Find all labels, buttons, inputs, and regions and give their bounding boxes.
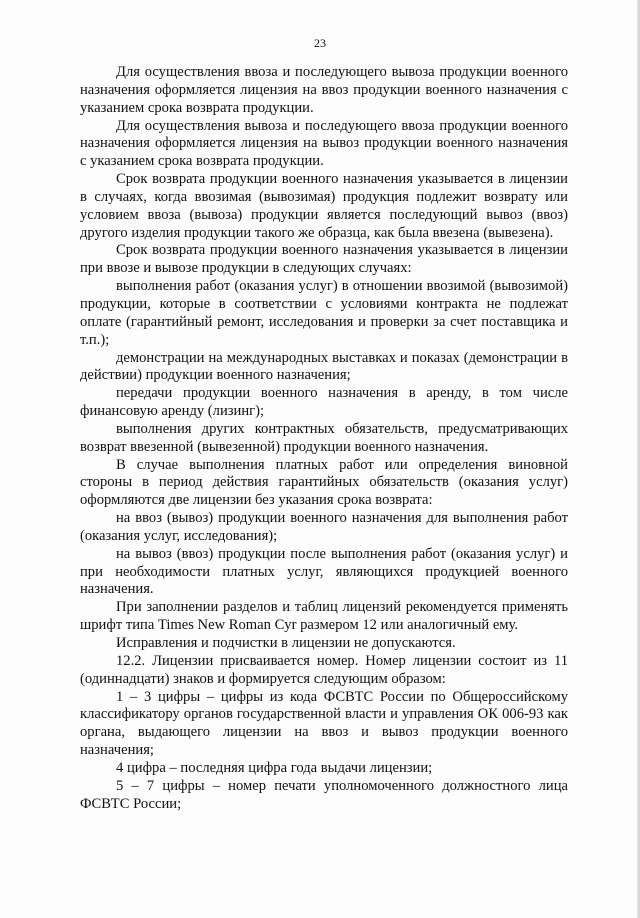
paragraph-return-term-cases: Срок возврата продукции военного назначения указывается в лицензии в случаях, когда ввозимая (вывозимая) продукция подлежит возврату или условием ввоза (вывоза) продукции является последующий вывоз (ввоз) другого изделия продукции такого же образца, как была ввезена (вывезена). [80, 171, 568, 241]
list-item-import-for-works: на ввоз (вывоз) продукции военного назначения для выполнения работ (оказания услуг, исследования); [80, 510, 568, 544]
list-item-digit-4: 4 цифра – последняя цифра года выдачи лицензии; [116, 759, 433, 776]
paragraph-import-license: Для осуществления ввоза и последующего вывоза продукции военного назначения оформляется лицензия на ввоз продукции военного назначения с указанием срока возврата продукции. [80, 64, 568, 116]
page-number: 23 [314, 36, 326, 50]
paragraph-export-license: Для осуществления вывоза и последующего ввоза продукции военного назначения оформляется лицензия на вывоз продукции военного назначения с указанием срока возврата продукции. [80, 117, 568, 170]
list-item-lease: передачи продукции военного назначения в аренду, в том числе финансовую аренду (лизинг); [80, 385, 568, 420]
list-item-export-after-works: на вывоз (ввоз) продукции после выполнения работ (оказания услуг) и при необходимости платных услуг, являющихся продукцией военного назначения. [80, 545, 568, 598]
list-item-other-obligations: выполнения других контрактных обязательств, предусматривающих возврат ввезенной (вывезенной) продукции военного назначения. [80, 420, 568, 455]
paragraph-no-corrections: Исправления и подчистки в лицензии не допускаются. [116, 635, 456, 651]
list-item-demonstration: демонстрации на международных выставках и показах (демонстрации в действии) продукции военного назначения; [80, 349, 568, 384]
body-text [80, 64, 568, 813]
paragraph-font-recommendation: При заполнении разделов и таблиц лицензий рекомендуется применять шрифт типа Times New Roman Cyr размером 12 или аналогичный ему. [80, 599, 568, 634]
paragraph-license-number: 12.2. Лицензии присваивается номер. Номер лицензии состоит из 11 (одиннадцати) знаков и формируется следующим образом: [80, 652, 568, 687]
list-item-digits-5-7: 5 – 7 цифры – номер печати уполномоченного должностного лица ФСВТС России; [80, 777, 568, 812]
paragraph-return-term-intro: Срок возврата продукции военного назначения указывается в лицензии при ввозе и вывозе продукции в следующих случаях: [80, 242, 568, 277]
paragraph-paid-works: В случае выполнения платных работ или определения виновной стороны в период действия гарантийных обязательств (оказания услуг) оформляются две лицензии без указания срока возврата: [80, 456, 568, 509]
list-item-digits-1-3: 1 – 3 цифры – цифры из кода ФСВТС России по Общероссийскому классификатору органов государственной власти и управления ОК 006-93 как органа, выдающего лицензии на ввоз и вывоз продукции военного назначения; [80, 688, 568, 759]
list-item-works: выполнения работ (оказания услуг) в отношении ввозимой (вывозимой) продукции, которые в соответствии с условиями контракта не подлежат оплате (гарантийный ремонт, исследования и проверки за счет поставщика и т.п.); [80, 278, 568, 348]
